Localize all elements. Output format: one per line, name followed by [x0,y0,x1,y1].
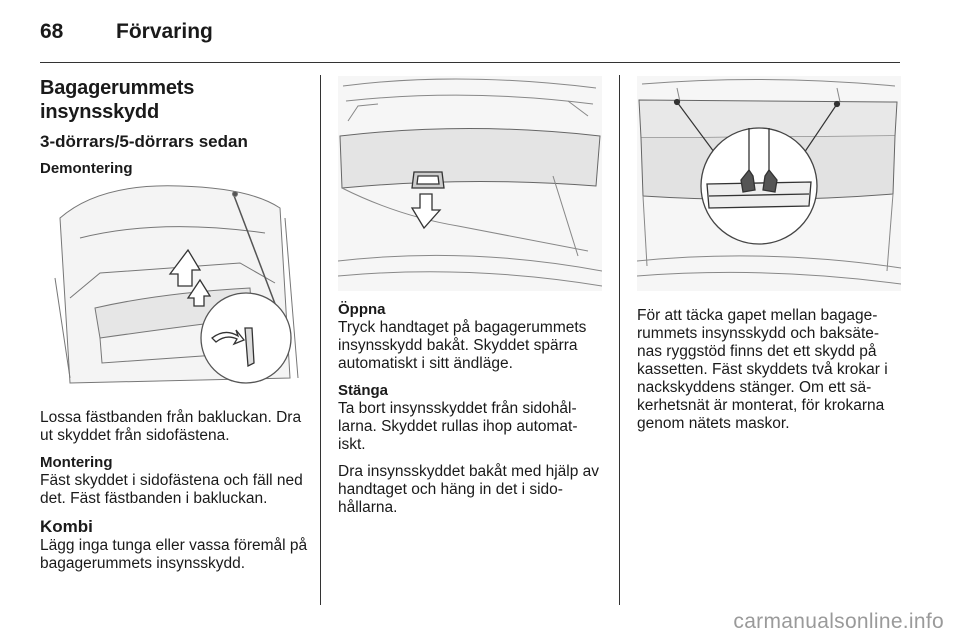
mounting-heading: Montering [40,454,113,471]
header-rule [40,62,900,63]
mounting-text: Fäst skyddet i sidofästena och fäll ned det. Fäst fästbanden i bakluckan. [40,472,303,507]
gap-cover-text: För att täcka gapet mellan bagage-rummets insynsskydd och baksäte-nas ryggstöd finns det ett skydd på kassetten. Fäst skyddets två krokar i nackskyddens stänger. Om ett sä-kerhetsnät är monterat, för krokarna genom nätets maskor. [637,307,888,432]
removal-illustration [40,178,308,393]
removal-text: Lossa fästbanden från bakluckan. Dra ut skyddet från sidofästena. [40,409,302,444]
chapter-title: Förvaring [116,20,213,43]
column-2 [338,76,602,526]
watermark: carmanualsonline.info [733,610,944,633]
column-1 [40,76,308,582]
open-heading: Öppna [338,301,386,318]
page-number: 68 [40,20,64,43]
close-heading: Stänga [338,382,389,399]
close-text-2: Dra insynsskyddet bakåt med hjälp av handtaget och häng in det i sido-hållarna. [338,463,600,516]
open-text: Tryck handtaget på bagagerummets insynsskydd bakåt. Skyddet spärra automatiskt i sitt ändläge. [338,319,587,372]
gap-cover-illustration [637,76,901,291]
column-3 [637,76,901,442]
section-title: Bagagerummets insynsskydd [40,77,195,123]
kombi-text: Lägg inga tunga eller vassa föremål på bagagerummets insynsskydd. [40,537,308,572]
column-divider-1 [320,75,321,605]
open-illustration [338,76,602,291]
kombi-heading: Kombi [40,517,93,536]
removal-heading: Demontering [40,160,133,177]
close-text-1: Ta bort insynsskyddet från sidohål-larna. Skyddet rullas ihop automat-iskt. [338,400,578,453]
page-header [40,18,900,58]
column-divider-2 [619,75,620,605]
section-subtitle: 3-dörrars/5-dörrars sedan [40,132,248,151]
